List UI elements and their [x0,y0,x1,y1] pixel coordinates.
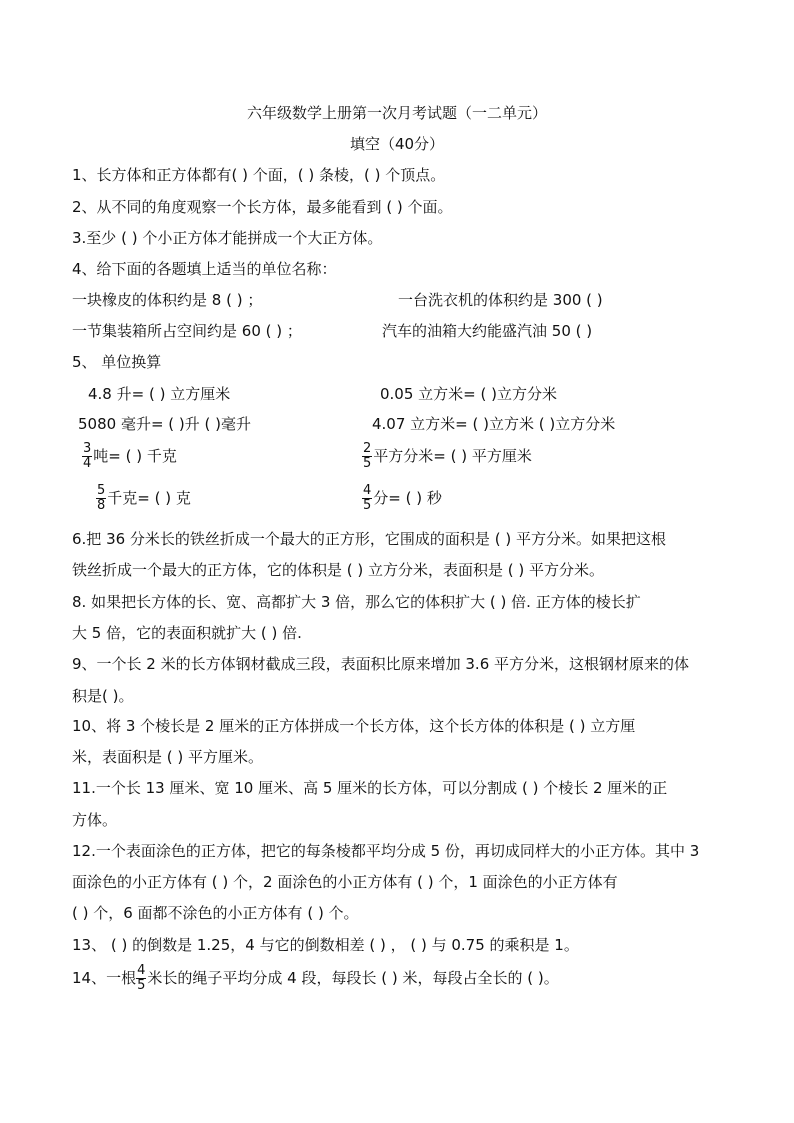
question-11-line-2: 方体。 [72,811,118,829]
question-1: 1、长方体和正方体都有( ) 个面，( ) 条棱，( ) 个顶点。 [72,166,446,184]
question-2: 2、从不同的角度观察一个长方体，最多能看到 ( ) 个面。 [72,198,453,216]
conversion-1b: 0.05 立方米= ( )立方分米 [380,385,557,403]
question-8-line-1: 8. 如果把长方体的长、宽、高都扩大 3 倍，那么它的体积扩大 ( ) 倍. 正方体的棱长扩 [72,593,641,611]
fraction: $\frac{4}{5}$ [137,963,146,993]
question-10-line-1: 10、将 3 个棱长是 2 厘米的正方体拼成一个长方体，这个长方体的体积是 ( ) 立方厘 [72,717,636,735]
question-12-line-3: ( ) 个，6 面都不涂色的小正方体有 ( ) 个。 [72,904,359,922]
question-4-item-c: 一节集装箱所占空间约是 60 ( ) ； [72,322,302,340]
conversion-4b: $\frac{4}{5}$ 分= ( ) 秒 [363,483,442,513]
conversion-2b: 4.07 立方米= ( )立方米 ( )立方分米 [372,415,616,433]
section-heading: 填空（40分） [349,135,445,153]
question-3: 3.至少 ( ) 个小正方体才能拼成一个大正方体。 [72,229,383,247]
conversion-4a: $\frac{5}{8}$ 千克= ( ) 克 [97,483,191,513]
question-6-line-1: 6.把 36 分米长的铁丝折成一个最大的正方形，它围成的面积是 ( ) 平方分米。如果把这根 [72,530,666,548]
fraction: $\frac{2}{5}$ [363,441,372,471]
question-12-line-1: 12.一个表面涂色的正方体，把它的每条棱都平均分成 5 份，再切成同样大的小正方体。其中 3 [72,842,700,860]
question-13: 13、 ( ) 的倒数是 1.25，4 与它的倒数相差 ( ) ， ( ) 与 0.75 的乘积是 1。 [72,936,579,954]
question-14: 14、一根 $\frac{4}{5}$ 米长的绳子平均分成 4 段，每段长 ( ) 米，每段占全长的 ( )。 [72,963,559,993]
conversion-1a: 4.8 升= ( ) 立方厘米 [88,385,231,403]
question-8-line-2: 大 5 倍，它的表面积就扩大 ( ) 倍. [72,624,302,642]
question-4-item-a: 一块橡皮的体积约是 8 ( ) ； [72,291,263,309]
question-5-intro: 5、 单位换算 [72,353,162,371]
question-10-line-2: 米，表面积是 ( ) 平方厘米。 [72,748,264,766]
question-6-line-2: 铁丝折成一个最大的正方体，它的体积是 ( ) 立方分米，表面积是 ( ) 平方分米。 [72,561,605,579]
conversion-3a: $\frac{3}{4}$ 吨= ( ) 千克 [83,441,177,471]
question-4-intro: 4、给下面的各题填上适当的单位名称： [72,260,337,278]
fraction: $\frac{3}{4}$ [83,441,92,471]
question-4-item-b: 一台洗衣机的体积约是 300 ( ) [398,291,603,309]
fraction: $\frac{5}{8}$ [97,483,106,513]
question-12-line-2: 面涂色的小正方体有 ( ) 个，2 面涂色的小正方体有 ( ) 个，1 面涂色的小正方体有 [72,873,618,891]
conversion-2a: 5080 毫升= ( )升 ( )毫升 [78,415,251,433]
question-9-line-2: 积是( )。 [72,687,134,705]
conversion-3b: $\frac{2}{5}$ 平方分米= ( ) 平方厘米 [363,441,532,471]
question-11-line-1: 11.一个长 13 厘米、宽 10 厘米、高 5 厘米的长方体，可以分割成 ( ) 个棱长 2 厘米的正 [72,779,668,797]
exam-title: 六年级数学上册第一次月考试题（一二单元） [246,104,547,122]
question-4-item-d: 汽车的油箱大约能盛汽油 50 ( ) [382,322,593,340]
question-9-line-1: 9、一个长 2 米的长方体钢材截成三段，表面积比原来增加 3.6 平方分米，这根钢材原来的体 [72,655,690,673]
fraction: $\frac{4}{5}$ [363,483,372,513]
